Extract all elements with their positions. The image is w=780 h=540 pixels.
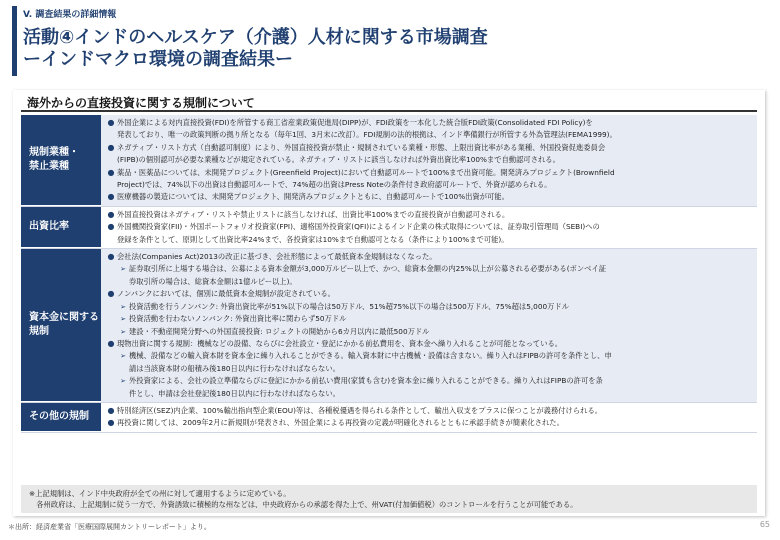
line-text: 会社法(Companies Act)2013の改正に基づき、会社形態によって最低資本金規制はなくなった。	[117, 252, 437, 262]
body-line	[105, 301, 751, 313]
body-line	[105, 117, 751, 129]
line-text: 外投資家による、会社の設立準備ならびに登記にかかる前払い費用(家賃も含む)を資本金に繰り入れることができる。繰り入れはFIPBの許可を条	[129, 376, 603, 386]
bullet-icon: ●	[107, 167, 115, 177]
section-label: V. 調査結果の詳細情報	[23, 10, 117, 20]
body-line	[105, 221, 751, 233]
row-body	[101, 249, 757, 402]
line-text: 外国直接投資はネガティブ・リストや禁止リストに該当しなければ、出資比率100%までの直接投資が自動認可される。	[117, 209, 510, 219]
line-text: 請は当該資本財の船積み後180日以内に行わなければならない。	[129, 363, 340, 373]
line-text: ノンバンクにおいては、個別に最低資本金規制が設定されている。	[117, 289, 335, 299]
bullet-icon: ●	[107, 338, 115, 348]
line-text: 投資活動を行わないノンバンク: 外資出資比率に関わらず50万ドル	[129, 314, 347, 324]
line-text: 発表しており、唯一の政策判断の拠り所となる（毎年1回、3月末に改訂）。FDI規制の法的根拠は、インド準備銀行が所管する外為管理法(FEMA1999)。	[117, 130, 617, 140]
row-header-text: 規制業種・	[29, 146, 79, 158]
bullet-icon: ●	[107, 418, 115, 428]
body-line	[105, 251, 751, 263]
line-text: 件とし、申請は会社登記後180日以内に行わなければならない。	[129, 388, 340, 398]
title-line-1: 活動④インドのヘルスケア（介護）人材に関する市場調査	[23, 27, 488, 48]
body-line	[105, 209, 751, 221]
regulation-table	[21, 115, 757, 433]
bullet-icon: ●	[107, 209, 115, 219]
source-note: ＊出所：経済産業省「医療国際展開カントリーレポート」より。	[8, 523, 211, 531]
line-text: 薬品・医薬品については、未開発プロジェクト(Greenfield Project)において自動認可ルートで100%まで出資可能。開発済みプロジェクト(Brownfield	[117, 167, 615, 177]
row-header-text: 禁止業種	[29, 160, 69, 172]
row-header	[21, 115, 101, 206]
line-text: 登録を条件として、原則として出資比率24%まで、各投資家は10%まで自動認可となる（条件により100%まで可能)。	[117, 234, 509, 244]
row-header	[21, 403, 101, 432]
row-header-text: 資本金に関する	[29, 312, 99, 323]
bullet-icon: ●	[107, 192, 115, 202]
note-line: 各州政府は、上記規制に従う一方で、外資誘致に積極的な州などは、中央政府からの承認を得た上で、州VAT(付加価値税）のコントロールを行うことが可能である。	[29, 500, 578, 509]
body-line	[105, 234, 751, 246]
line-text: 特別経済区(SEZ)内企業、100%輸出指向型企業(EOU)等は、各種税優遇を得られる条件として、輸出入収支をプラスに保つことが義務付けられる。	[117, 405, 603, 415]
body-line	[105, 142, 751, 154]
body-line	[105, 288, 751, 300]
table-row	[21, 207, 757, 249]
row-body	[101, 115, 757, 206]
page-title	[23, 27, 488, 71]
note-box	[21, 485, 757, 513]
arrow-bullet-icon: ➢	[120, 302, 126, 311]
body-line	[105, 405, 751, 417]
body-line	[105, 417, 751, 429]
arrow-bullet-icon: ➢	[120, 327, 126, 336]
table-row	[21, 249, 757, 403]
row-header-text: その他の規制	[29, 410, 89, 422]
line-text: 外国機関投資家(FII)・外国ポートフォリオ投資家(FPI)、適格国外投資家(QFI)によるインド企業の株式取得については、証券取引管理局（SEBI)への	[117, 222, 600, 232]
body-line	[105, 375, 751, 387]
subtitle-underline	[21, 110, 757, 112]
body-line	[105, 191, 751, 203]
slide-subtitle: 海外からの直接投資に関する規制について	[27, 96, 255, 110]
line-text: 投資活動を行うノンバンク: 外資出資比率が51%以下の場合は50万ドル、51%超75%以下の場合は500万ドル、75%超は5,000万ドル	[129, 301, 569, 311]
row-body	[101, 403, 757, 432]
body-line	[105, 263, 751, 275]
row-header-text: 出資比率	[29, 220, 69, 232]
body-line	[105, 154, 751, 166]
title-line-2: ーインドマクロ環境の調査結果ー	[23, 49, 293, 70]
body-line	[105, 350, 751, 362]
embedded-slide-image	[13, 90, 765, 516]
row-header	[21, 207, 101, 248]
line-text: 機械、設備などの輸入資本財を資本金に繰り入れることができる。輸入資本財に中古機械・設備は含まない。繰り入れはFIPBの許可を条件とし、申	[129, 351, 612, 361]
bullet-icon: ●	[107, 289, 115, 299]
body-line	[105, 179, 751, 191]
line-text: 証券取引所に上場する場合は、公募による資本金額が3,000万ルピー以上で、かつ、総資本金額の内25%以上が公募される必要がある(ボンベイ証	[129, 264, 607, 274]
table-row	[21, 403, 757, 433]
body-line	[105, 338, 751, 350]
line-text: 再投資に関しては、2009年2月に新規則が発表され、外国企業による再投資の定義が明確化されるとともに承認手続きが簡素化された。	[117, 418, 564, 428]
table-row	[21, 115, 757, 207]
row-header	[21, 249, 101, 402]
line-text: 券取引所の場合は、総資本金額は1億ルピー以上)。	[129, 276, 297, 286]
body-line	[105, 363, 751, 375]
line-text: ネガティブ・リスト方式（自動認可制度）により、外国直接投資が禁止・規制されている業種・形態、上限出資比率がある業種、外国投資促進委員会	[117, 142, 606, 152]
bullet-icon: ●	[107, 252, 115, 262]
body-line	[105, 129, 751, 141]
bullet-icon: ●	[107, 118, 115, 127]
arrow-bullet-icon: ➢	[120, 265, 126, 274]
line-text: (FIPB)の個別認可が必要な業種などが規定されている。ネガティブ・リストに該当しなければ外資出資比率100%まで自動認可される。	[117, 155, 560, 165]
line-text: Project)では、74%以下の出資は自動認可ルートで、74%超の出資はPress Noteの条件付き政府認可ルートで、外資が認められる。	[117, 180, 552, 190]
body-line	[105, 276, 751, 288]
page-number: 65	[759, 520, 770, 529]
line-text: 外国企業による対内直接投資(FDI)を所管する商工省産業政策促進局(DIPP)が、FDI政策を一本化した統合版FDI政策(Consolidated FDI Policy)を	[117, 118, 593, 127]
bullet-icon: ●	[107, 405, 115, 415]
body-line	[105, 326, 751, 338]
arrow-bullet-icon: ➢	[120, 352, 126, 361]
line-text: 現物出資に関する規制：機械などの設備、ならびに会社設立・登記にかかる前払費用を、資本金へ繰り入れることが可能となっている。	[117, 338, 563, 348]
row-body	[101, 207, 757, 248]
bullet-icon: ●	[107, 142, 115, 152]
body-line	[105, 167, 751, 179]
line-text: 建設・不動産開発分野への外国直接投資: ロジェクトの開始から6カ月以内に最低500万ドル	[129, 326, 430, 336]
title-accent-bar	[12, 6, 17, 76]
arrow-bullet-icon: ➢	[120, 315, 126, 324]
bullet-icon: ●	[107, 222, 115, 232]
line-text: 医療機器の製造については、未開発プロジェクト、開発済みプロジェクトともに、自動認可ルートで100%出資が可能。	[117, 192, 509, 202]
row-header-text: 規制	[29, 326, 49, 337]
arrow-bullet-icon: ➢	[120, 377, 126, 386]
note-line: ※上記規制は、インド中央政府が全ての州に対して適用するように定めている。	[29, 489, 291, 498]
body-line	[105, 388, 751, 400]
body-line	[105, 313, 751, 325]
